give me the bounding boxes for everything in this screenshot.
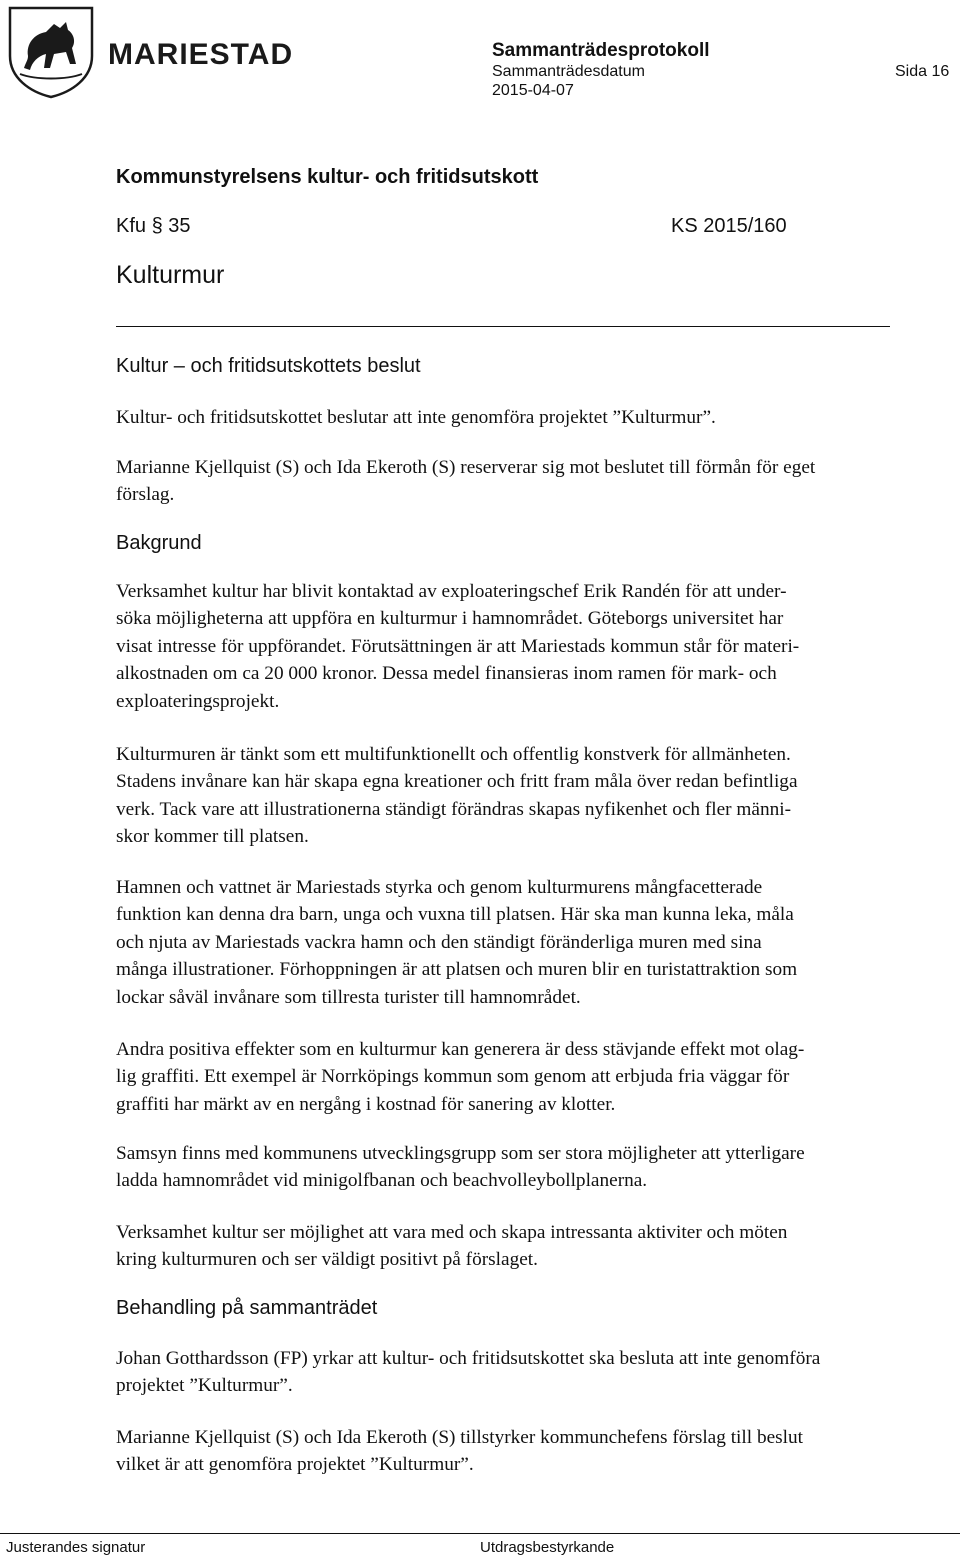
text-line: ladda hamnområdet vid minigolfbanan och beachvolleybollplanerna. — [116, 1170, 648, 1192]
text-line: Verksamhet kultur har blivit kontaktad av exploateringschef Erik Randén för att under- — [116, 581, 787, 602]
text-line: Samsyn finns med kommunens utvecklingsgrupp som ser stora möjligheter att ytterligare — [116, 1143, 805, 1164]
text-line: Johan Gotthardsson (FP) yrkar att kultur- och fritidsutskottet ska besluta att inte genomföra — [116, 1348, 821, 1369]
text-line: graffiti har märkt av en nergång i kostnad för sanering av klotter. — [116, 1093, 616, 1115]
committee-name: Kommunstyrelsens kultur- och fritidsutskott — [116, 166, 539, 188]
text-line: verk. Tack vare att illustrationerna ständigt förändras skapas nyfikenhet och fler männi- — [116, 798, 792, 820]
subject-title: Kulturmur — [116, 261, 225, 289]
meeting-date-value: 2015-04-07 — [492, 82, 574, 99]
logo-wordmark: MARIESTAD — [108, 38, 294, 71]
text-line: lig graffiti. Ett exempel är Norrköpings kommun som genom att erbjuda fria väggar för — [116, 1066, 790, 1088]
page-number: Sida 16 — [895, 63, 950, 80]
text-line: Verksamhet kultur ser möjlighet att vara med och skapa intressanta aktiviter och möten — [116, 1222, 788, 1243]
text-line: projektet ”Kulturmur”. — [116, 1375, 293, 1397]
case-number: KS 2015/160 — [671, 215, 787, 237]
text-line: kring kulturmuren och ser väldigt positivt på förslaget. — [116, 1249, 538, 1271]
text-line: lockar såväl invånare som tillresta turister till hamnområdet. — [116, 986, 581, 1008]
background-paragraph-6 — [116, 1219, 916, 1274]
text-line: söka möjligheterna att uppföra en kulturmur i hamnområdet. Göteborgs universitet har — [116, 608, 784, 630]
text-line: Hamnen och vattnet är Mariestads styrka och genom kulturmurens mångfacetterade — [116, 877, 763, 898]
proceedings-paragraph-1 — [116, 1345, 916, 1400]
proceedings-paragraph-2 — [116, 1424, 916, 1479]
text-line: funktion kan denna dra barn, unga och vuxna till platsen. Här ska man kunna leka, måla — [116, 904, 794, 926]
text-line: vilket är att genomföra projektet ”Kulturmur”. — [116, 1454, 474, 1476]
extract-certification-label: Utdragsbestyrkande — [480, 1539, 615, 1556]
text-line: Stadens invånare kan här skapa egna kreationer och fritt fram måla över redan befintliga — [116, 771, 798, 793]
decision-paragraph-1 — [116, 404, 916, 431]
background-heading: Bakgrund — [116, 532, 202, 554]
proceedings-heading: Behandling på sammanträdet — [116, 1297, 378, 1319]
decision-paragraph-2 — [116, 454, 916, 509]
background-paragraph-3 — [116, 874, 916, 1011]
text-line: Andra positiva effekter som en kulturmur kan generera är dess stävjande effekt mot olag- — [116, 1039, 805, 1060]
background-paragraph-1 — [116, 578, 916, 715]
text-line: Kulturmuren är tänkt som ett multifunktionellt och offentlig konstverk för allmänheten. — [116, 744, 791, 765]
header-divider — [116, 326, 890, 327]
text-line: exploateringsprojekt. — [116, 690, 280, 712]
text-line: och njuta av Mariestads vackra hamn och den ständigt föränderliga muren med sina — [116, 931, 762, 953]
paragraph-number: Kfu § 35 — [116, 215, 191, 237]
document-title: Sammanträdesprotokoll — [492, 40, 710, 61]
text-line: förslag. — [116, 484, 175, 506]
text-line: visat intresse för uppförandet. Förutsättningen är att Mariestads kommun står för materi- — [116, 635, 800, 657]
meeting-date-label: Sammanträdesdatum — [492, 63, 645, 80]
text-line: Kultur- och fritidsutskottet beslutar att inte genomföra projektet ”Kulturmur”. — [116, 407, 716, 428]
signature-label: Justerandes signatur — [6, 1539, 146, 1556]
municipality-coat-of-arms-logo — [6, 4, 96, 99]
text-line: Marianne Kjellquist (S) och Ida Ekeroth (S) tillstyrker kommunchefens förslag till beslut — [116, 1427, 804, 1448]
decision-heading: Kultur – och fritidsutskottets beslut — [116, 355, 421, 377]
background-paragraph-2 — [116, 741, 916, 851]
footer-divider — [0, 1533, 960, 1534]
text-line: alkostnaden om ca 20 000 kronor. Dessa medel finansieras inom ramen för mark- och — [116, 663, 777, 685]
background-paragraph-5 — [116, 1140, 916, 1195]
text-line: Marianne Kjellquist (S) och Ida Ekeroth (S) reserverar sig mot beslutet till förmån för eget — [116, 457, 816, 478]
background-paragraph-4 — [116, 1036, 916, 1118]
text-line: skor kommer till platsen. — [116, 826, 309, 848]
text-line: många illustrationer. Förhoppningen är att platsen och muren blir en turistattraktion som — [116, 959, 798, 981]
